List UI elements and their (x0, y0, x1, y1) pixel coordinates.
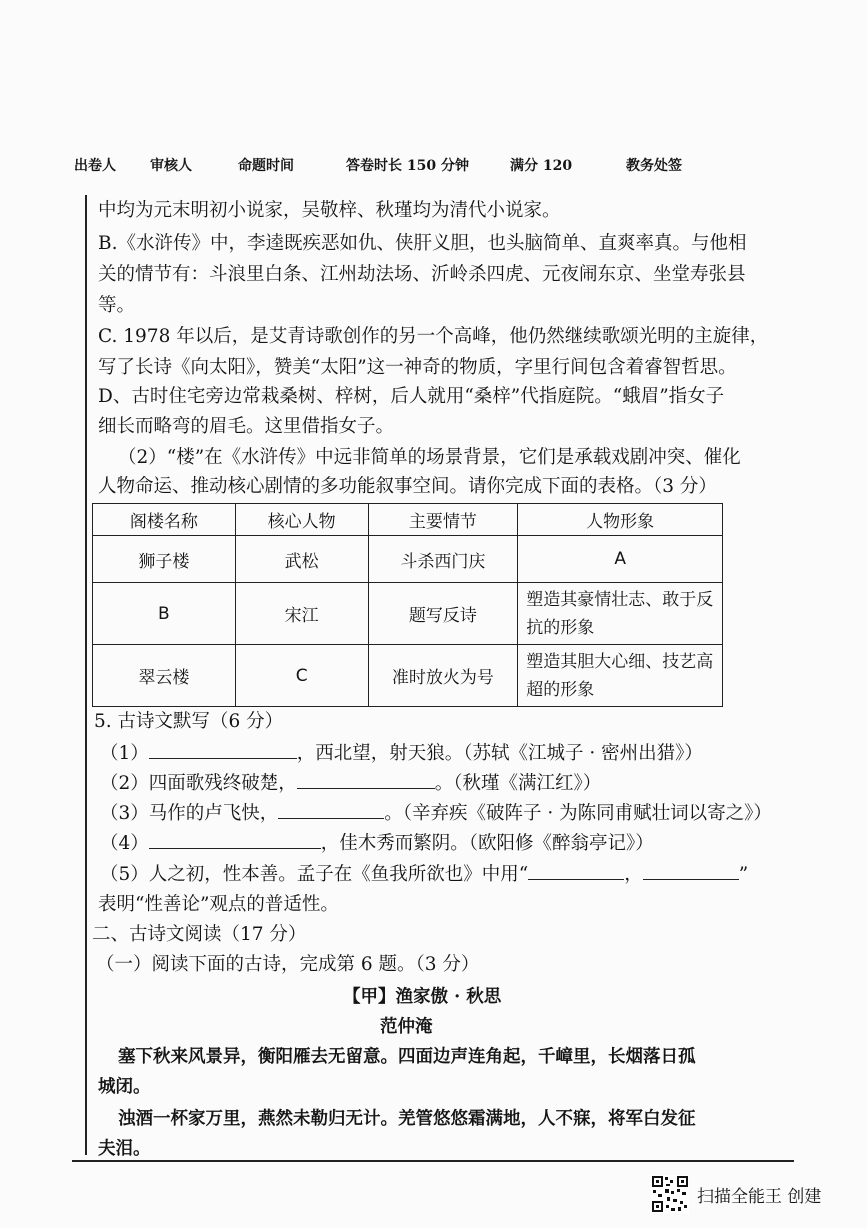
table-cell: 武松 (235, 536, 368, 583)
q5-item-5-text: （5）人之初，性本善。孟子在《鱼我所欲也》中用“ (100, 864, 529, 885)
q5-item-1 (100, 740, 703, 767)
table-header-cell: 主要情节 (368, 504, 518, 536)
table-cell (518, 645, 723, 707)
cell-line: 塑造其胆大心细、技艺高 (526, 651, 714, 672)
header-duration: 答卷时长 150 分钟 (346, 158, 469, 174)
cell-line: 塑造其豪情壮志、敢于反 (526, 589, 714, 610)
qr-code-icon (651, 1175, 689, 1213)
answer-blank[interactable] (297, 770, 435, 789)
table-cell: 狮子楼 (93, 536, 236, 583)
table-cell (518, 583, 723, 645)
q5-item-3 (100, 800, 772, 827)
table-cell: 斗杀西门庆 (368, 536, 518, 583)
header-reviewer: 审核人 (150, 158, 192, 174)
answer-blank[interactable] (149, 740, 297, 759)
table-row (93, 583, 723, 645)
table-row (93, 645, 723, 707)
header-sign: 教务处签 (626, 158, 682, 174)
table-cell: C (235, 645, 368, 707)
poem-line: 浊酒一杯家万里，燕然未勒归无计。羌管悠悠霜满地，人不寐，将军白发征 (118, 1109, 696, 1129)
building-table (92, 503, 723, 707)
option-d-line: 细长而略弯的眉毛。这里借指女子。 (98, 416, 395, 437)
answer-blank[interactable] (278, 800, 384, 819)
q5-item-5-comma: ， (624, 864, 643, 885)
cell-line: 抗的形象 (526, 617, 595, 638)
header-date: 命题时间 (238, 158, 294, 174)
option-c-line: 写了长诗《向太阳》，赞美“太阳”这一神奇的物质，字里行间包含着睿智哲思。 (98, 357, 737, 378)
option-b-line: 等。 (98, 295, 136, 316)
poem-line: 塞下秋来风景异，衡阳雁去无留意。四面边声连角起，千嶂里，长烟落日孤 (118, 1047, 696, 1067)
table-header-cell: 核心人物 (235, 504, 368, 536)
q5-item-5-line2: 表明“性善论”观点的普适性。 (98, 894, 339, 915)
scanner-watermark: 扫描全能王 创建 (697, 1187, 822, 1207)
q5-item-2-source: 。（秋瑾《满江红》） (434, 773, 602, 794)
answer-blank[interactable] (643, 861, 739, 880)
subquestion-2-line: （2）“楼”在《水浒传》中远非简单的场景背景，它们是承载戏剧冲突、催化 (118, 447, 741, 468)
poem-line: 夫泪。 (98, 1139, 151, 1159)
table-header-cell: 人物形象 (518, 504, 723, 536)
footer-divider (72, 1160, 794, 1162)
option-d-line: D、古时住宅旁边常栽桑树、梓树，后人就用“桑梓”代指庭院。“蛾眉”指女子 (98, 386, 725, 407)
q5-item-1-text: ，西北望，射天狼。（苏轼《江城子 · 密州出猎》） (296, 743, 703, 764)
section-2-sub-1: （一）阅读下面的古诗，完成第 6 题。（3 分） (96, 954, 480, 975)
table-cell: B (93, 583, 236, 645)
margin-line (85, 195, 87, 1155)
option-b-line: 关的情节有：斗浪里白条、江州劫法场、沂岭杀四虎、元夜闹东京、坐堂寿张县 (98, 264, 746, 285)
q5-item-4-number: （4） (100, 833, 149, 854)
table-header-cell: 阁楼名称 (93, 504, 236, 536)
q5-item-2 (100, 770, 601, 797)
q5-item-3-source: 。（辛弃疾《破阵子 · 为陈同甫赋壮词以寄之》） (384, 803, 772, 824)
table-cell: 题写反诗 (368, 583, 518, 645)
table-row (93, 536, 723, 583)
q5-item-4 (100, 830, 654, 857)
header-score: 满分 120 (510, 158, 573, 174)
table-cell: A (518, 536, 723, 583)
paragraph-line: 中均为元末明初小说家，吴敬梓、秋瑾均为清代小说家。 (98, 200, 561, 221)
poem-title: 【甲】渔家傲 · 秋思 (343, 987, 502, 1007)
question-5-title: 5. 古诗文默写（6 分） (94, 711, 284, 732)
poem-author: 范仲淹 (380, 1017, 433, 1037)
q5-item-4-source: ，佳木秀而繁阴。（欧阳修《醉翁亭记》） (320, 833, 654, 854)
header-setter: 出卷人 (74, 158, 116, 174)
table-header-row (93, 504, 723, 536)
q5-item-5 (100, 861, 748, 888)
subquestion-2-line: 人物命运、推动核心剧情的多功能叙事空间。请你完成下面的表格。（3 分） (98, 476, 717, 497)
table-cell: 翠云楼 (93, 645, 236, 707)
option-b-line: B.《水浒传》中，李逵既疾恶如仇、侠肝义胆，也头脑简单、直爽率真。与他相 (98, 233, 747, 254)
q5-item-5-close: ” (738, 864, 749, 885)
q5-item-2-text: （2）四面歌残终破楚， (100, 773, 297, 794)
section-2-title: 二、古诗文阅读（17 分） (92, 924, 307, 945)
table-cell: 准时放火为号 (368, 645, 518, 707)
table-cell: 宋江 (235, 583, 368, 645)
exam-header (74, 155, 714, 179)
answer-blank[interactable] (149, 830, 321, 849)
poem-line: 城闭。 (98, 1077, 151, 1097)
q5-item-1-number: （1） (100, 743, 149, 764)
answer-blank[interactable] (528, 861, 624, 880)
option-c-line: C. 1978 年以后，是艾青诗歌创作的另一个高峰，他仍然继续歌颂光明的主旋律， (98, 326, 769, 347)
cell-line: 超的形象 (526, 679, 595, 700)
q5-item-3-text: （3）马作的卢飞快， (100, 803, 279, 824)
